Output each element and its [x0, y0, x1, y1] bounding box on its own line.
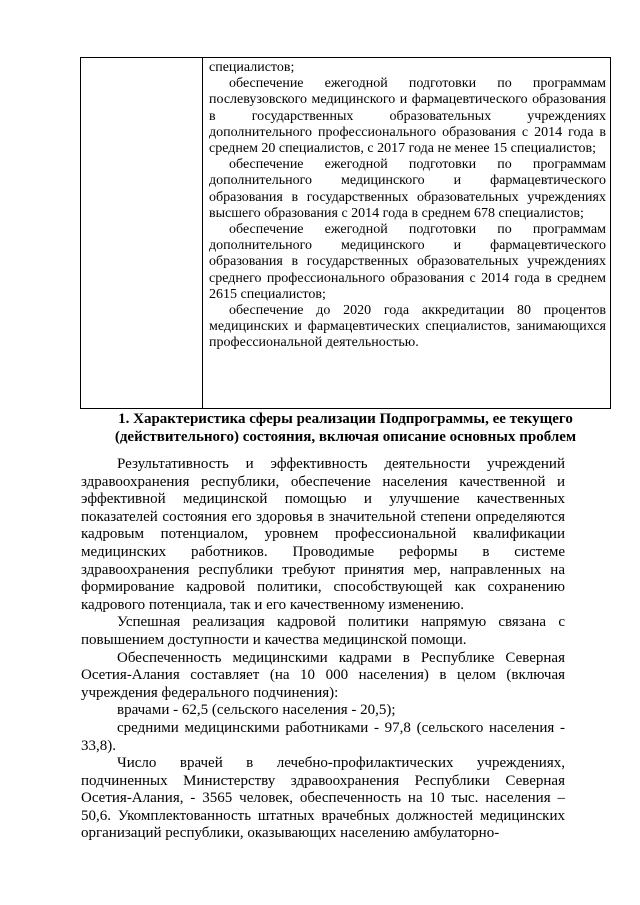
paragraph: врачами - 62,5 (сельского населения - 20,5);	[117, 702, 396, 719]
table-column-divider	[202, 58, 203, 408]
section-body	[81, 456, 565, 843]
paragraph: Число врачей в лечебно-профилактических учреждениях, подчиненных Министерству здравоохранения Республики Северная Осетия-Алания, - 3565 человек, обеспеченность на 10 тыс. населения – 50,6. Укомплектованность штатных врачебных должностей медицинских организаций республики, оказывающих населению амбулаторно-	[81, 755, 565, 842]
table-cell-indicators	[209, 60, 606, 352]
section-heading: 1. Характеристика сферы реализации Подпрограммы, ее текущего (действительного) состояния, включая описание основных проблем	[114, 411, 577, 445]
paragraph: средними медицинскими работниками - 97,8 (сельского населения - 33,8).	[81, 719, 565, 754]
table-item: обеспечение ежегодной подготовки по программам послевузовского медицинского и фармацевтического образования в государственных образовательных учреждениях дополнительного профессионального образования с 2014 года в среднем 20 специалистов, с 2017 года не менее 15 специалистов;	[209, 76, 606, 157]
table-item: обеспечение до 2020 года аккредитации 80 процентов медицинских и фармацевтических специалистов, занимающихся профессиональной деятельностью.	[209, 303, 606, 351]
table-item: обеспечение ежегодной подготовки по программам дополнительного медицинского и фармацевтического образования в государственных образовательных учреждениях среднего профессионального образования с 2014 года в среднем 2615 специалистов;	[209, 222, 606, 302]
goals-table	[80, 57, 611, 409]
paragraph: Обеспеченность медицинскими кадрами в Республике Северная Осетия-Алания составляет (на 10 000 населения) в целом (включая учреждения федерального подчинения):	[81, 649, 565, 701]
table-item: обеспечение ежегодной подготовки по программам дополнительного медицинского и фармацевтического образования в государственных образовательных учреждениях высшего образования с 2014 года в среднем 678 специалистов;	[209, 157, 606, 221]
table-continuation-text: специалистов;	[209, 60, 295, 75]
paragraph: Результативность и эффективность деятельности учреждений здравоохранения республики, обеспечение населения качественной и эффективной медицинской помощью и улучшение качественных показателей состояния его здоровья в значительной степени определяются кадровым потенциалом, уровнем профессиональной квалификации медицинских работников. Проводимые реформы в системе здравоохранения республики требуют принятия мер, направленных на формирование кадровой политики, способствующей как сохранению кадрового потенциала, так и его качественному изменению.	[81, 456, 565, 613]
paragraph: Успешная реализация кадровой политики напрямую связана с повышением доступности и качества медицинской помощи.	[81, 614, 565, 648]
